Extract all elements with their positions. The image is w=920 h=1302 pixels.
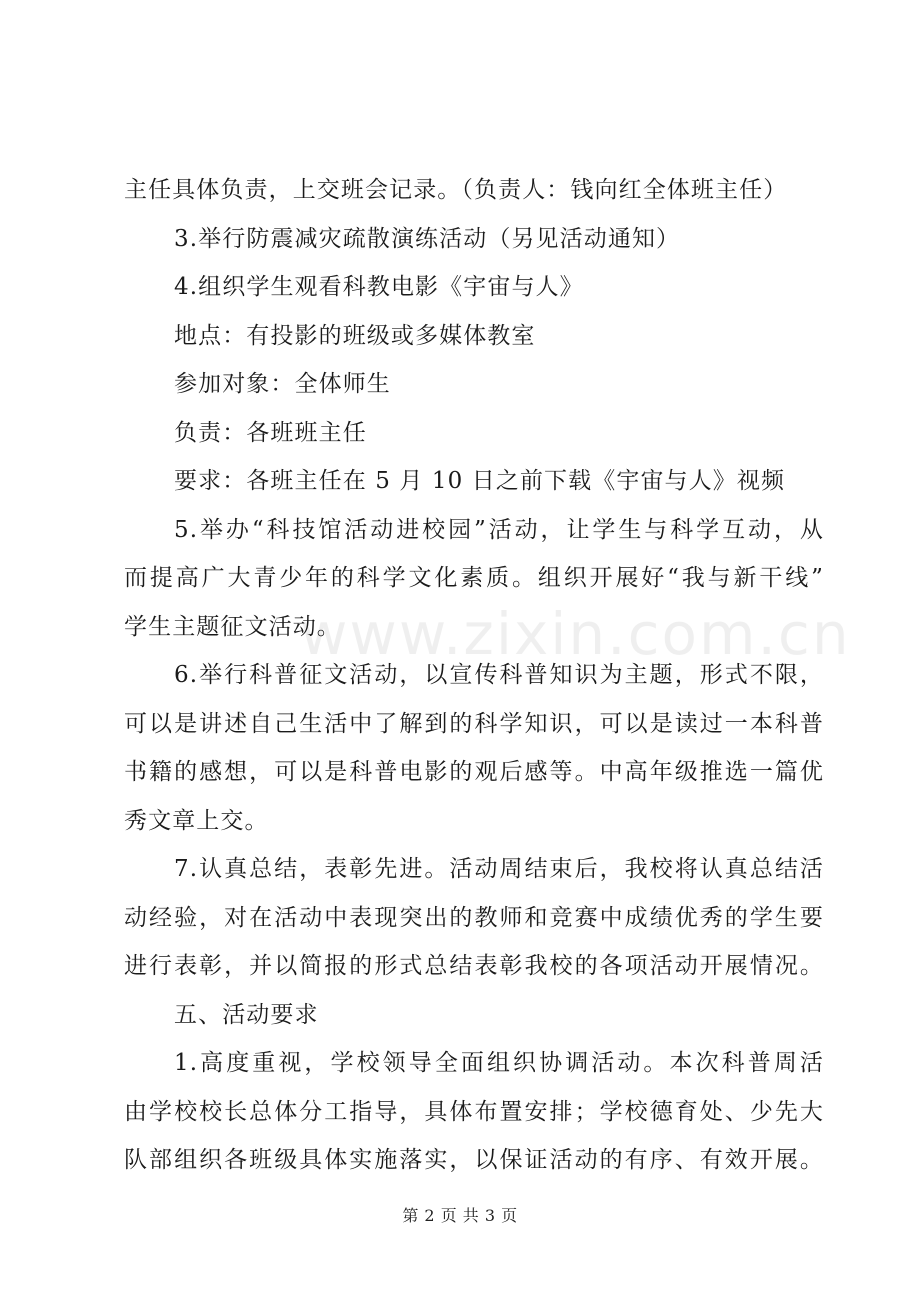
watermark: www.zixin.com.cn	[300, 600, 851, 668]
text-line: 学生主题征文活动。	[124, 613, 341, 640]
text-line: 负责：各班班主任	[174, 419, 367, 446]
text-line: 5.举办“科技馆活动进校园”活动，让学生与科学互动，从	[174, 516, 824, 543]
text-line: 动经验，对在活动中表现突出的教师和竞赛中成绩优秀的学生要	[124, 904, 824, 931]
text-line: 秀文章上交。	[124, 807, 269, 834]
text-line: 五、活动要求	[174, 1001, 319, 1028]
text-line: 4.组织学生观看科教电影《宇宙与人》	[174, 274, 584, 300]
text-line: 7.认真总结，表彰先进。活动周结束后，我校将认真总结活	[174, 856, 824, 882]
page-footer: 第 2 页 共 3 页	[402, 1206, 518, 1225]
text-line: 队部组织各班级具体实施落实，以保证活动的有序、有效开展。	[124, 1147, 824, 1173]
document-body	[124, 166, 824, 1185]
text-line: 1.高度重视，学校领导全面组织协调活动。本次科普周活	[174, 1050, 824, 1076]
text-line: 进行表彰，并以简报的形式总结表彰我校的各项活动开展情况。	[124, 953, 824, 979]
text-line: 可以是讲述自己生活中了解到的科学知识，可以是读过一本科普	[124, 710, 824, 737]
text-line: 参加对象：全体师生	[174, 371, 391, 397]
text-line: 3.举行防震减灾疏散演练活动（另见活动通知）	[174, 225, 681, 252]
text-line: 主任具体负责，上交班会记录。（负责人：钱向红全体班主任）	[124, 177, 788, 203]
text-line: 要求：各班主任在 5 月 10 日之前下载《宇宙与人》视频	[174, 468, 786, 494]
text-line: 而提高广大青少年的科学文化素质。组织开展好“我与新干线”	[124, 565, 824, 591]
text-line: 地点：有投影的班级或多媒体教室	[174, 322, 536, 349]
text-line: 书籍的感想，可以是科普电影的观后感等。中高年级推选一篇优	[124, 759, 824, 785]
text-line: 6.举行科普征文活动，以宣传科普知识为主题，形式不限，	[174, 662, 824, 688]
text-line: 由学校校长总体分工指导，具体布置安排；学校德育处、少先大	[124, 1098, 824, 1125]
